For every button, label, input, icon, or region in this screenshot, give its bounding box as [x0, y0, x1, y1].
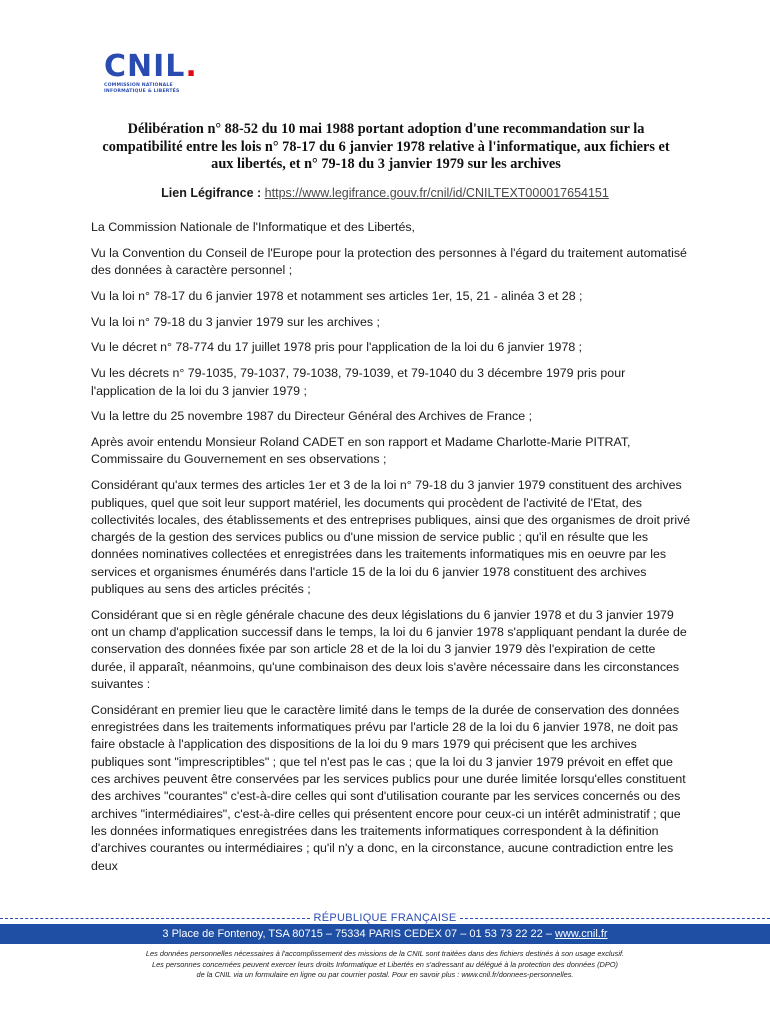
address-text: 3 Place de Fontenoy, TSA 80715 – 75334 PARIS CEDEX 07 – 01 53 73 22 22 – — [162, 928, 556, 940]
paragraph: Vu les décrets n° 79-1035, 79-1037, 79-1038, 79-1039, et 79-1040 du 3 décembre 1979 pris pour l'application de la loi du 3 janvier 1979 ; — [91, 366, 626, 398]
paragraph: Vu la Convention du Conseil de l'Europe pour la protection des personnes à l'égard du traitement automatisé des données à caractère personnel ; — [91, 245, 687, 278]
republique-francaise-label: RÉPUBLIQUE FRANÇAISE — [313, 912, 457, 924]
logo-subtitle-line2: INFORMATIQUE & LIBERTÉS — [104, 88, 180, 94]
legifrance-link[interactable]: https://www.legifrance.gouv.fr/cnil/id/CNILTEXT000017654151 — [264, 186, 609, 200]
legal-line-1: Les données personnelles nécessaires à l'accomplissement des missions de la CNIL sont traitées dans des fichiers destinés à son usage exclusif. — [145, 949, 625, 958]
divider-right — [460, 918, 770, 919]
logo-word: CNIL — [104, 49, 186, 84]
paragraph: La Commission Nationale de l'Informatique et des Libertés, — [91, 220, 416, 234]
paragraph: Vu la loi n° 79-18 du 3 janvier 1979 sur les archives ; — [91, 314, 380, 329]
logo-subtitle — [104, 83, 204, 94]
legal-notice — [95, 949, 675, 981]
logo-dot: . — [185, 49, 198, 84]
legal-line-3: de la CNIL via un formulaire en ligne ou par courrier postal. Pour en savoir plus : www.cnil.fr/donnees-personnelles. — [196, 970, 574, 979]
paragraph: Vu la loi n° 78-17 du 6 janvier 1978 et notamment ses articles 1er, 15, 21 - alinéa 3 et 28 ; — [91, 288, 583, 303]
legal-line-2: Les personnes concernées peuvent exercer leurs droits Informatique et Libertés en s'adressant au délégué à la protection des données (DPO) — [151, 959, 619, 969]
website-link[interactable]: www.cnil.fr — [555, 928, 608, 940]
cnil-logo — [104, 49, 204, 94]
paragraph: Considérant en premier lieu que le caractère limité dans le temps de la durée de conservation des données enregistrées dans les traitements informatiques prévu par l'article 28 de la loi du 6 janvier 1978, ne doit pas faire obstacle à l'application des dispositions de la loi du 9 mars 1979 qui précisent que les archives publiques sont "imprescriptibles" ; que tel n'est pas le cas ; que la loi du 3 janvier 1979 prévoit en effet que ces archives peuvent être conservées par les services publics pour une durée limitée lorsqu'elles constituent des archives "courantes" c'est-à-dire celles qui sont d'utilisation courante par les services concernés ou des archives "intermédiaires", c'est-à-dire celles qui présentent encore pour ceux-ci un intérêt administratif ; que les données informatiques enregistrées dans les traitements informatiques correspondent à la définition d'archives courantes ou intermédiaires ; qu'il n'y a donc, en la circonstance, aucune contradiction entre les deux — [91, 702, 686, 873]
legifrance-label: Lien Légifrance : — [161, 186, 262, 200]
paragraph: Considérant que si en règle générale chacune des deux législations du 6 janvier 1978 et du 3 janvier 1979 ont un champ d'application successif dans le temps, la loi du 6 janvier 1978 s'appliquant pendant la durée de conservation des données fixée par son article 28 et de la loi du 3 janvier 1979 dès l'expiration de cette durée, il apparaît, néanmoins, qu'une combinaison des deux lois s'avère nécessaire dans les circonstances suivantes : — [91, 607, 687, 692]
document-title: Délibération n° 88-52 du 10 mai 1988 portant adoption d'une recommandation sur la compatibilité entre les lois n° 78-17 du 6 janvier 1978 relative à l'informatique, aux fichiers et aux libertés, et n° 79-18 du 3 janvier 1979 sur les archives — [102, 121, 670, 172]
paragraph: Considérant qu'aux termes des articles 1er et 3 de la loi n° 79-18 du 3 janvier 1979 constituent des archives publiques, quel que soit leur support matériel, les documents qui procèdent de l'activité de l'Etat, des collectivités locales, des établissements et des entreprises publiques, ainsi que des organismes de droit privé chargés de la gestion des services publics ou d'une mission de service public ; qu'il en résulte que les données nominatives collectées et enregistrées dans les traitements informatiques mis en oeuvre par les services et organismes énumérés dans l'article 15 de la loi du 6 janvier 1978 constituent des archives publiques au sens des articles précités ; — [91, 478, 691, 597]
paragraph: Vu le décret n° 78-774 du 17 juillet 1978 pris pour l'application de la loi du 6 janvier 1978 ; — [91, 340, 583, 355]
legifrance-line — [0, 186, 770, 200]
paragraph: Après avoir entendu Monsieur Roland CADET en son rapport et Madame Charlotte-Marie PITRAT, Commissaire du Gouvernement en ses observations ; — [91, 435, 631, 467]
document-body — [91, 219, 691, 883]
address-bar — [0, 924, 770, 944]
logo-subtitle-line1: COMMISSION NATIONALE — [104, 83, 173, 88]
logo-wordmark — [104, 49, 204, 84]
paragraph: Vu la lettre du 25 novembre 1987 du Directeur Général des Archives de France ; — [91, 409, 533, 424]
